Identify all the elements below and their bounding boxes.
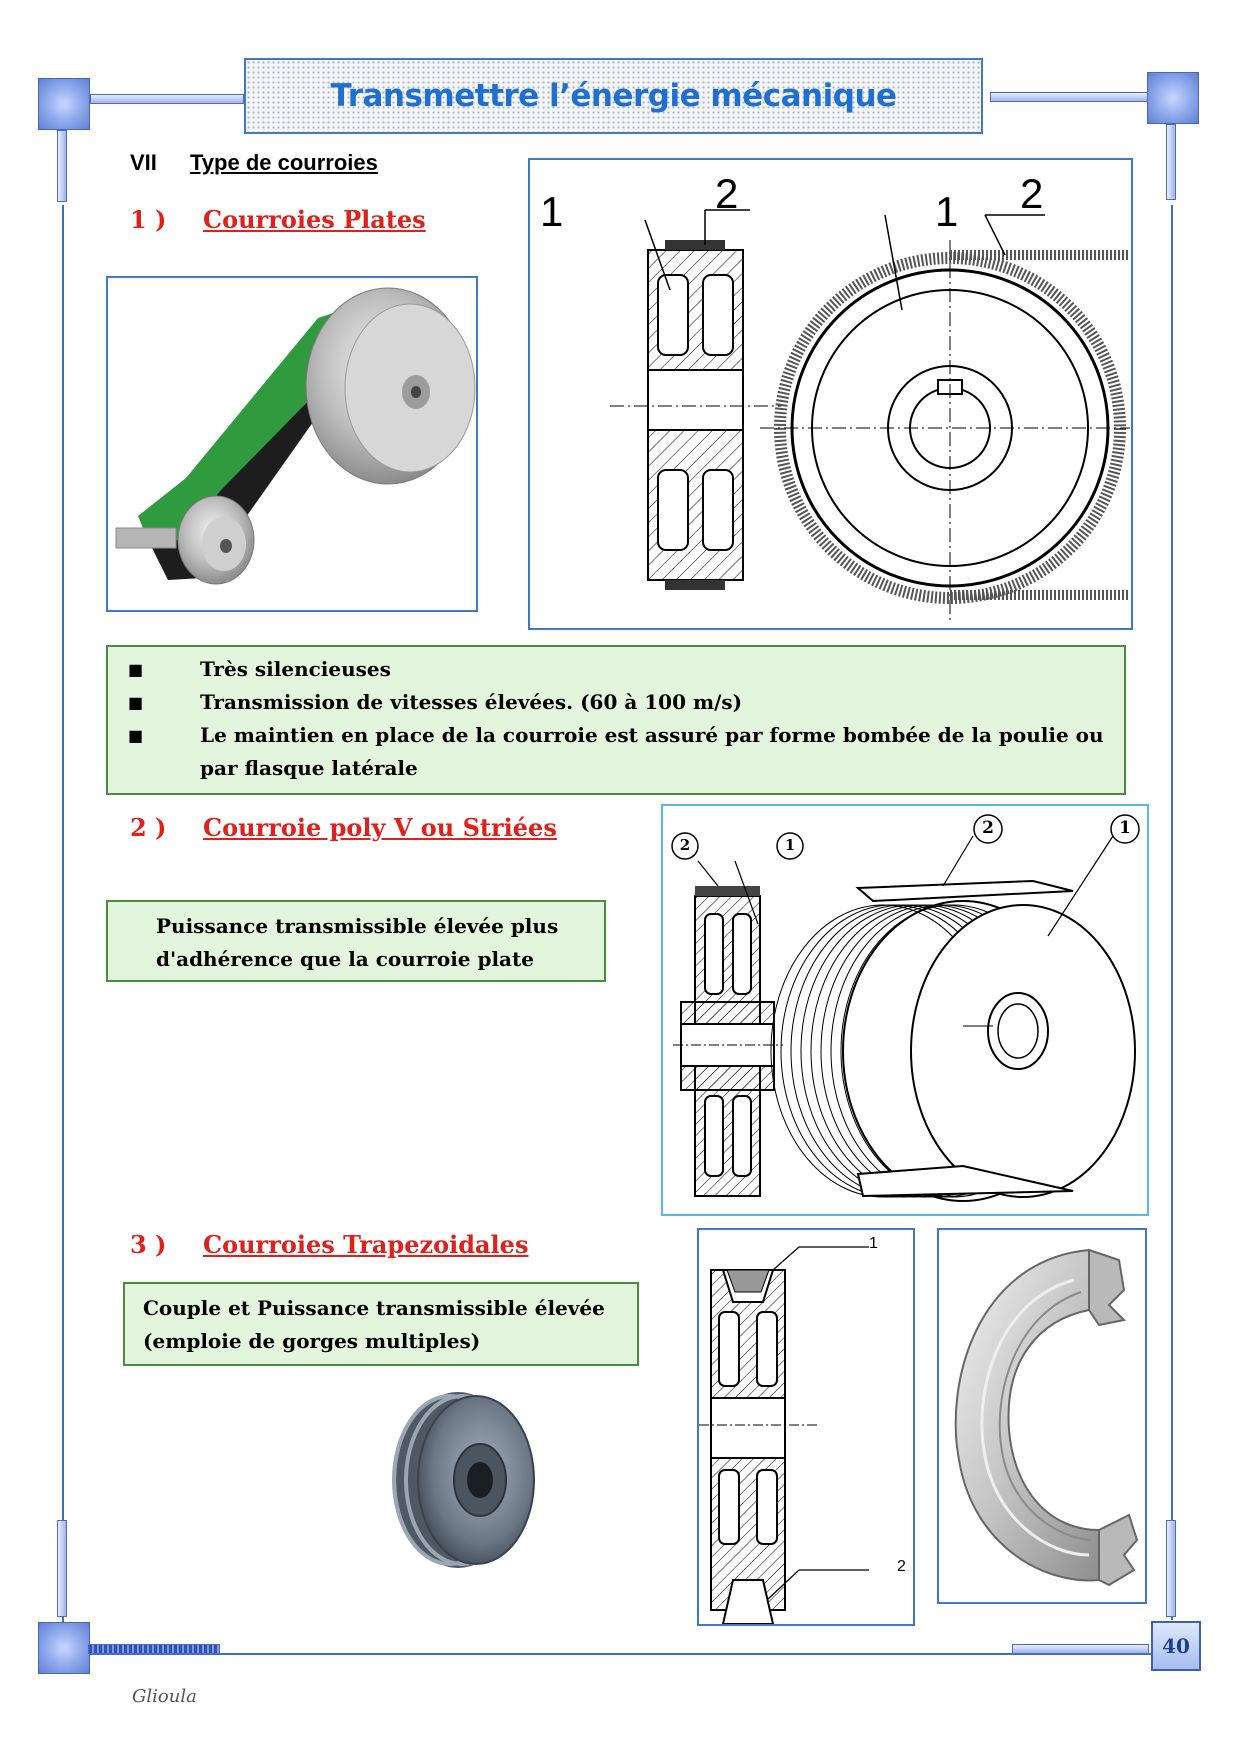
- flat-drawing-label-2a: 2: [715, 170, 739, 217]
- corner-top-left-ornament: [38, 78, 90, 130]
- trapezoidal-note: Couple et Puissance transmissible élevée (emploie de gorges multiples): [123, 1282, 639, 1366]
- bottom-right-bar: [1012, 1644, 1149, 1654]
- polyv-label-2a: 2: [679, 836, 691, 854]
- bullet-square-icon: ■: [128, 660, 144, 679]
- frame-right-line: [1171, 205, 1173, 1620]
- title-banner: [244, 58, 983, 134]
- flat-belt-photo: [106, 276, 478, 612]
- polyv-label-1b: 1: [1119, 818, 1131, 838]
- frame-left-line: [62, 205, 64, 1665]
- trap-label-2: 2: [897, 1558, 906, 1575]
- top-left-vbar: [57, 130, 67, 202]
- flat-belt-properties: [106, 645, 1126, 795]
- bottom-left-vbar: [57, 1520, 67, 1617]
- corner-top-right-ornament: [1147, 72, 1199, 124]
- polyv-label-2b: 2: [982, 818, 994, 838]
- polyv-pulley-drawing: [661, 804, 1149, 1216]
- property-item: ■ Très silencieuses: [108, 653, 1124, 686]
- section-number: VII: [130, 150, 157, 175]
- sub2-number: 2 ): [130, 813, 167, 842]
- top-right-vbar: [1166, 124, 1176, 200]
- sub3-number: 3 ): [130, 1230, 167, 1259]
- property-item: ■ Transmission de vitesses élevées. (60 à 100 m/s): [108, 686, 1124, 719]
- property-item: ■ Le maintien en place de la courroie est assuré par forme bombée de la poulie ou: [108, 719, 1124, 752]
- bottom-right-vbar: [1166, 1520, 1176, 1617]
- bullet-square-icon: ■: [128, 693, 144, 712]
- polyv-note: Puissance transmissible élevée plus d'adhérence que la courroie plate: [106, 900, 606, 982]
- sub1-title: Courroies Plates: [203, 205, 426, 234]
- flat-drawing-label-2b: 2: [1020, 170, 1044, 217]
- bottom-left-bar: [88, 1644, 220, 1654]
- flat-drawing-label-1b: 1: [935, 188, 959, 235]
- frame-bottom-line: [86, 1653, 1151, 1655]
- sub2-title: Courroie poly V ou Striées: [203, 813, 557, 842]
- page-title: Transmettre l’énergie mécanique: [330, 78, 897, 114]
- top-right-bar: [990, 92, 1148, 102]
- top-left-bar: [90, 94, 244, 104]
- polyv-label-1a: 1: [784, 836, 796, 854]
- property-item-continued: par flasque latérale: [200, 756, 418, 780]
- trapezoidal-pulley-cutaway: [937, 1228, 1147, 1604]
- flat-drawing-label-1a: 1: [540, 188, 564, 235]
- sub3-title: Courroies Trapezoidales: [203, 1230, 529, 1259]
- trap-label-1: 1: [869, 1235, 878, 1252]
- bullet-square-icon: ■: [128, 726, 144, 745]
- corner-bottom-left-ornament: [38, 1622, 90, 1674]
- page-number: 40: [1151, 1621, 1201, 1671]
- trapezoidal-section-drawing: [697, 1228, 915, 1626]
- sub1-number: 1 ): [130, 205, 167, 234]
- multi-groove-pulley-photo: [388, 1385, 538, 1570]
- section-title: Type de courroies: [190, 150, 378, 175]
- author-signature: Glioula: [132, 1686, 197, 1707]
- flat-belt-pulley-drawing: [528, 158, 1133, 630]
